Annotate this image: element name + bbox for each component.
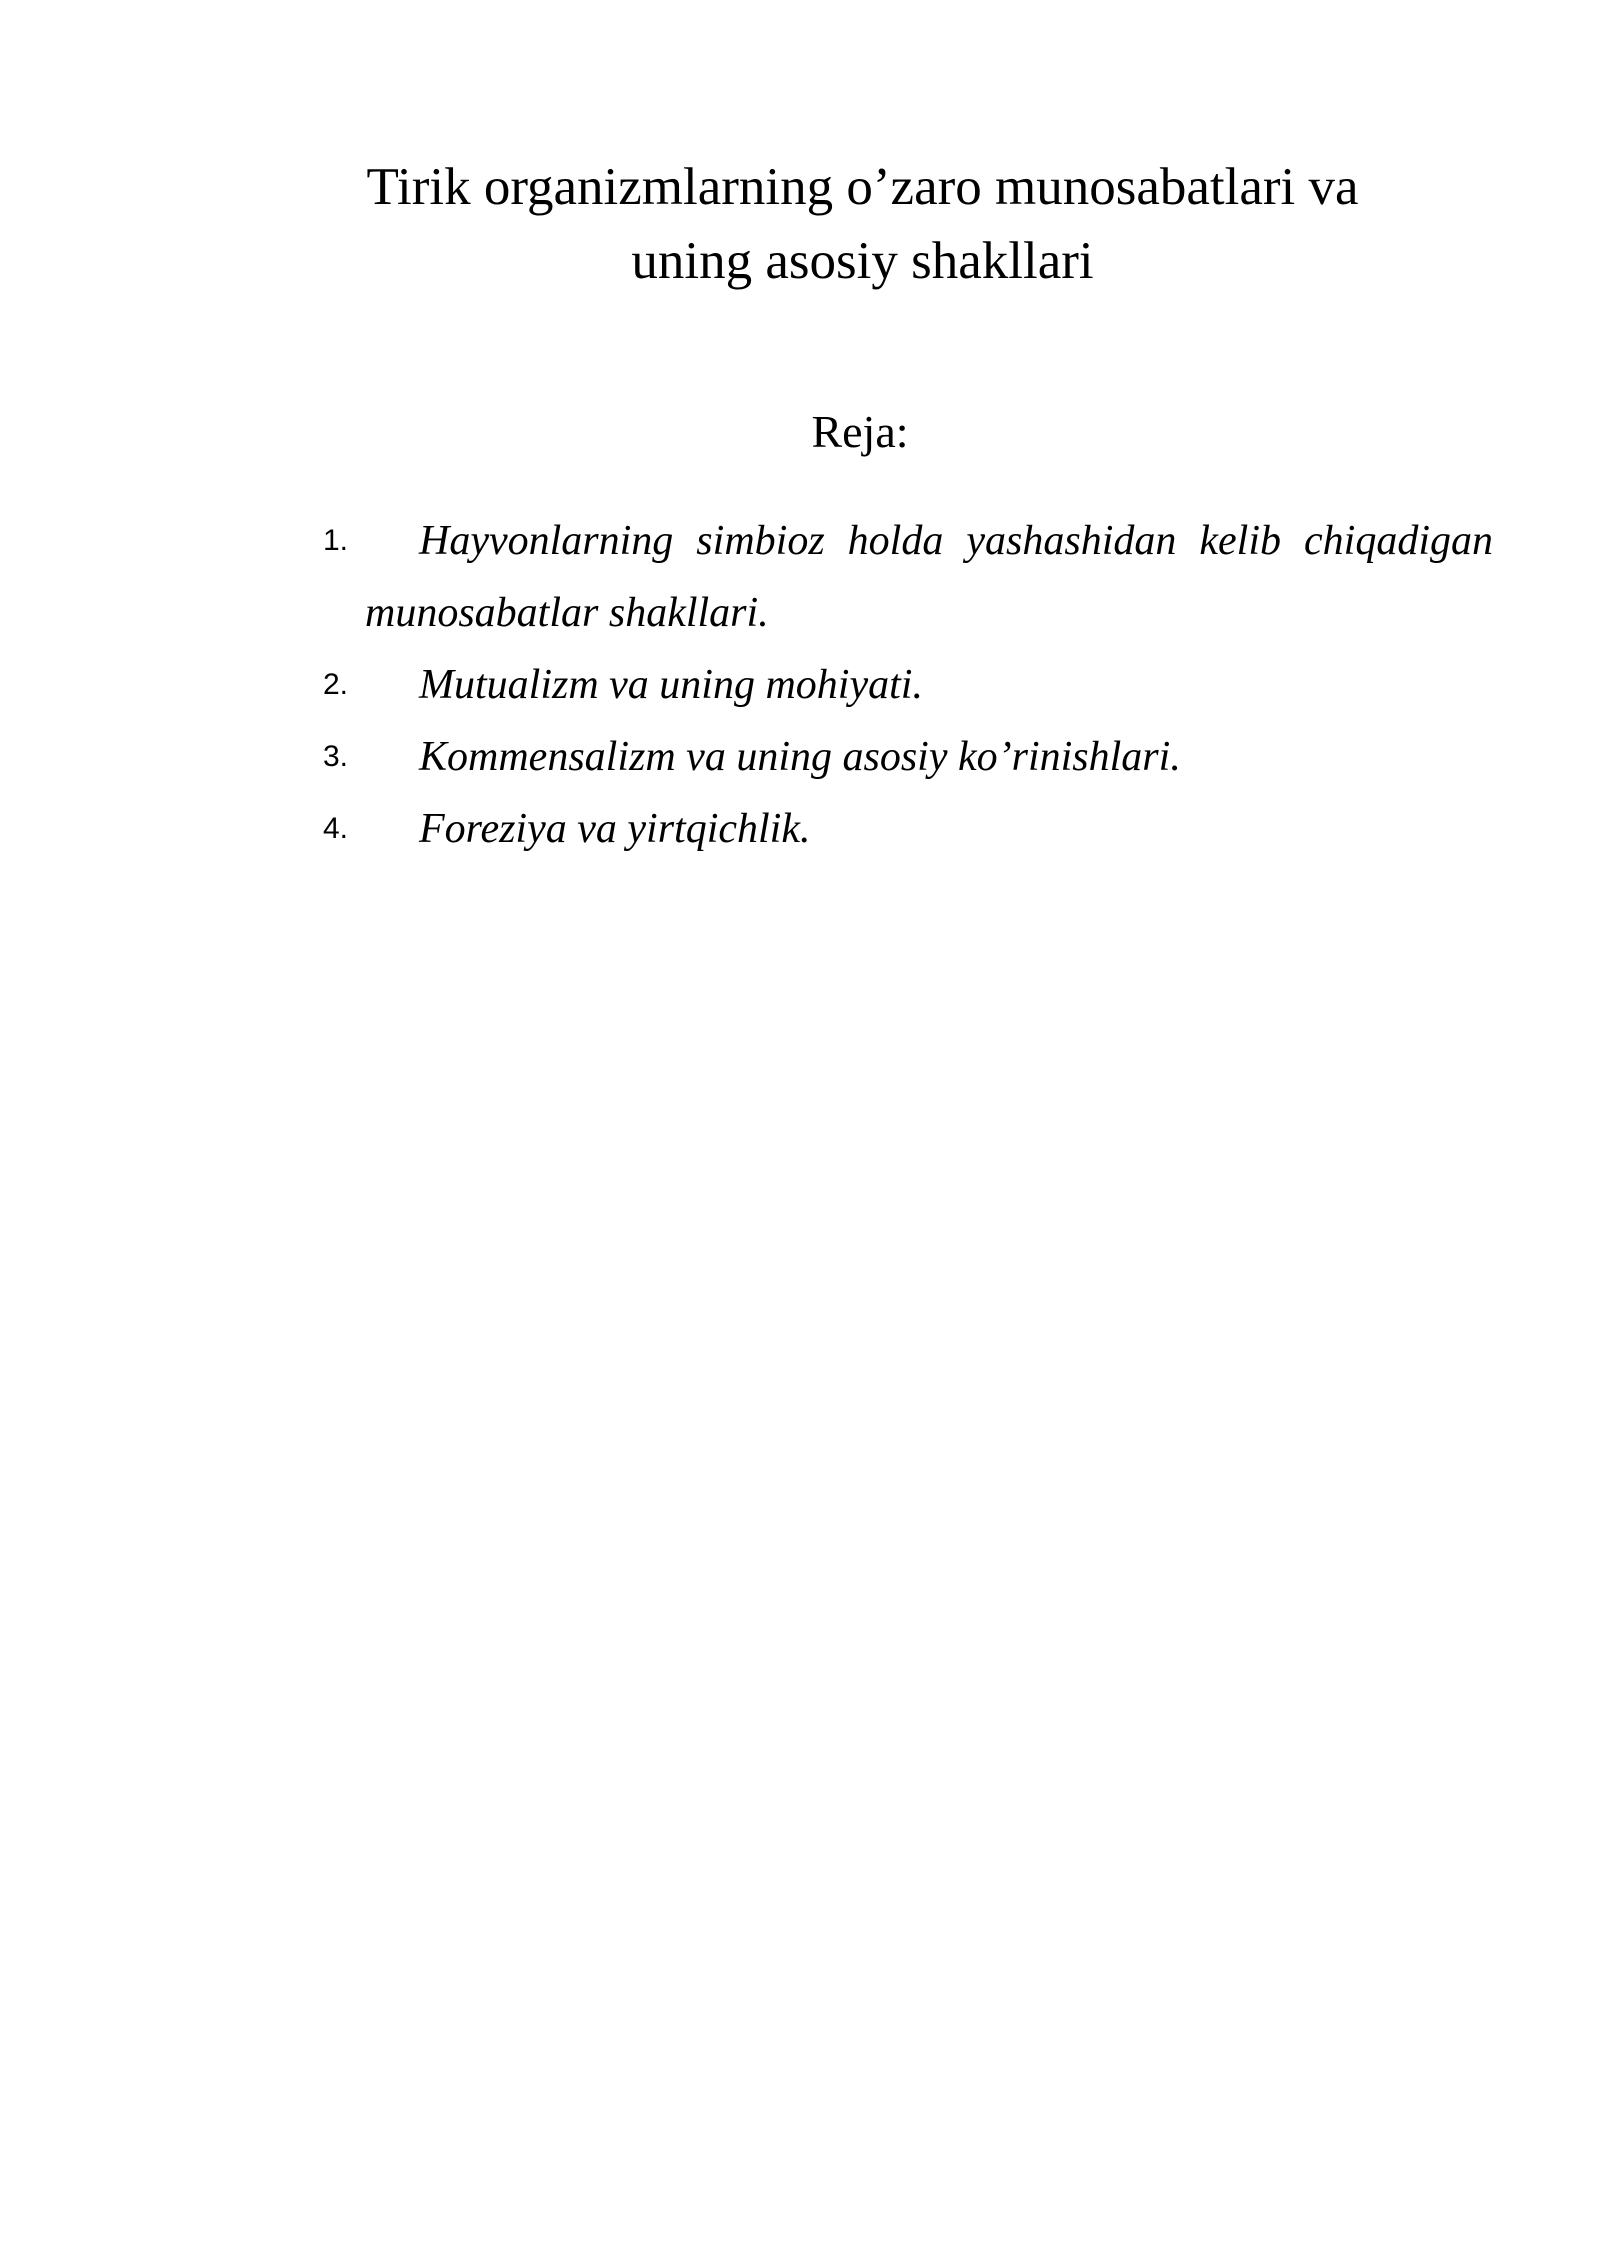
- plan-item-text: [323, 505, 1493, 649]
- plan-list: [323, 505, 1493, 865]
- plan-item-text: Kommensalizm va uning asosiy ko’rinishlari.: [419, 734, 1181, 780]
- plan-heading: Reja:: [811, 406, 909, 457]
- plan-item-text-line-1: Hayvonlarning simbioz holda yashashidan kelib chiqadigan: [419, 518, 1493, 564]
- plan-item-number: 3.: [323, 740, 349, 773]
- document-title: [260, 150, 1465, 298]
- plan-item-number: 1.: [323, 524, 349, 557]
- title-line-2: uning asosiy shakllari: [631, 232, 1094, 290]
- title-line-1: Tirik organizmlarning o’zaro munosabatlari va: [366, 158, 1359, 216]
- plan-item-2: [323, 649, 1493, 721]
- plan-item-4: [323, 793, 1493, 865]
- plan-item-text: Mutualizm va uning mohiyati.: [419, 662, 923, 708]
- plan-item-1: [323, 505, 1493, 649]
- plan-item-number: 2.: [323, 668, 349, 701]
- plan-item-number: 4.: [323, 812, 349, 845]
- plan-item-text: Foreziya va yirtqichlik.: [419, 806, 811, 852]
- plan-item-3: [323, 721, 1493, 793]
- plan-item-text-line-2: munosabatlar shakllari.: [365, 590, 769, 636]
